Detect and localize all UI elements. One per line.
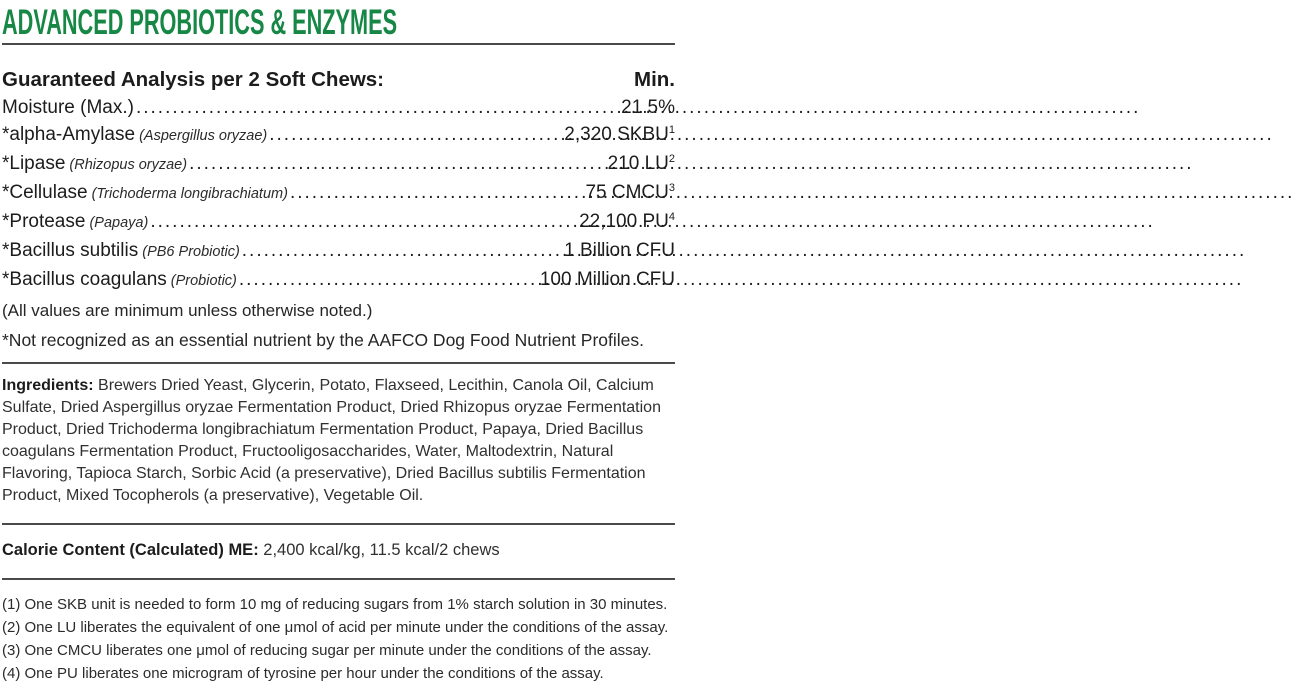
nutrient-source: (Rhizopus oryzae) bbox=[65, 157, 188, 173]
dot-leader bbox=[150, 208, 576, 235]
analysis-row bbox=[2, 121, 675, 150]
divider-ingredients bbox=[2, 362, 675, 364]
footnote-ref: 4 bbox=[668, 211, 675, 223]
ingredients-label: Ingredients: bbox=[2, 377, 94, 394]
min-column-label: Min. bbox=[634, 68, 675, 91]
nutrient-value: 100 Million CFU bbox=[539, 269, 675, 290]
nutrient-name: *Lipase (Rhizopus oryzae) bbox=[2, 153, 188, 174]
nutrient-source: (Probiotic) bbox=[166, 273, 237, 289]
nutrient-value: 22,100 $PU^4$ bbox=[579, 211, 675, 232]
aafco-note: *Not recognized as an essential nutrient by the AAFCO Dog Food Nutrient Profiles. bbox=[2, 330, 644, 350]
nutrient-source: (Trichoderma longibrachiatum) bbox=[87, 186, 288, 202]
footnotes-list bbox=[2, 593, 675, 685]
analysis-row bbox=[2, 94, 675, 121]
divider-top bbox=[2, 43, 675, 45]
nutrient-value: 75 CMCU$^3$ bbox=[585, 182, 675, 203]
dot-leader bbox=[242, 237, 561, 264]
nutrient-value: 21.5% bbox=[621, 97, 675, 118]
analysis-row bbox=[2, 179, 675, 208]
nutrient-source: (PB6 Probiotic) bbox=[138, 244, 240, 260]
footnote-ref: 3 bbox=[668, 182, 675, 194]
nutrient-name: *Protease (Papaya) bbox=[2, 211, 149, 232]
nutrient-name: *Bacillus subtilis (PB6 Probiotic) bbox=[2, 240, 240, 261]
dot-leader bbox=[269, 121, 561, 148]
analysis-row bbox=[2, 237, 675, 266]
dot-leader bbox=[136, 94, 618, 121]
footnote: (1) One SKB unit is needed to form 10 mg of reducing sugars from 1% starch solution in 30 minutes. bbox=[2, 595, 668, 613]
nutrient-source: (Papaya) bbox=[85, 215, 149, 231]
footnote: (3) One CMCU liberates one μmol of reducing sugar per minute under the conditions of the assay. bbox=[2, 641, 652, 659]
nutrient-value: 1 Billion CFU bbox=[564, 240, 675, 261]
dot-leader bbox=[189, 150, 605, 177]
nutrient-name: *alpha-Amylase (Aspergillus oryzae) bbox=[2, 124, 268, 145]
analysis-row bbox=[2, 150, 675, 179]
page-title: ADVANCED PROBIOTICS & ENZYMES bbox=[2, 3, 398, 42]
divider-calorie bbox=[2, 523, 675, 525]
ingredients-paragraph bbox=[2, 375, 675, 507]
calorie-content-line bbox=[2, 540, 675, 561]
guaranteed-analysis-heading: Guaranteed Analysis per 2 Soft Chews: bbox=[2, 68, 385, 91]
nutrient-value: 2,320 SKBU$^1$ bbox=[564, 124, 675, 145]
footnote-ref: 1 bbox=[668, 124, 675, 136]
minimum-values-note: (All values are minimum unless otherwise noted.) bbox=[2, 301, 373, 320]
nutrient-name: *Cellulase (Trichoderma longibrachiatum) bbox=[2, 182, 288, 203]
nutrient-name: *Bacillus coagulans (Probiotic) bbox=[2, 269, 237, 290]
dot-leader bbox=[239, 266, 537, 293]
footnote-ref: 2 bbox=[668, 153, 675, 165]
nutrient-name: Moisture (Max.) bbox=[2, 97, 134, 118]
divider-footnotes bbox=[2, 578, 675, 580]
analysis-rows bbox=[2, 94, 675, 295]
nutrient-source: (Aspergillus oryzae) bbox=[135, 128, 268, 144]
guaranteed-analysis-header bbox=[2, 68, 675, 92]
nutrient-value: 210 $LU^2$ bbox=[607, 153, 675, 174]
dot-leader bbox=[290, 179, 583, 206]
calorie-label: Calorie Content (Calculated) ME: bbox=[2, 541, 259, 559]
ingredients-text: Brewers Dried Yeast, Glycerin, Potato, Flaxseed, Lecithin, Canola Oil, Calcium Sulfate, Dried Aspergillus oryzae Fermentation Product, Dried Rhizopus oryzae Fermentation Product, Dried Trichoderma longibrachiatum Fermentation Product, Papaya, Dried Bacillus coagulans Fermentation Product, Fructooligosaccharides, Water, Maltodextrin, Natural Flavoring, Tapioca Starch, Sorbic Acid (a preservative), Dried Bacillus subtilis Fermentation Product, Mixed Tocopherols (a preservative), Vegetable Oil. bbox=[2, 377, 661, 504]
footnote: (2) One LU liberates the equivalent of one μmol of acid per minute under the conditions of the assay. bbox=[2, 618, 669, 636]
calorie-value: 2,400 kcal/kg, 11.5 kcal/2 chews bbox=[263, 541, 500, 559]
analysis-row bbox=[2, 266, 675, 295]
footnote: (4) One PU liberates one microgram of tyrosine per hour under the conditions of the assay. bbox=[2, 664, 604, 682]
analysis-row bbox=[2, 208, 675, 237]
